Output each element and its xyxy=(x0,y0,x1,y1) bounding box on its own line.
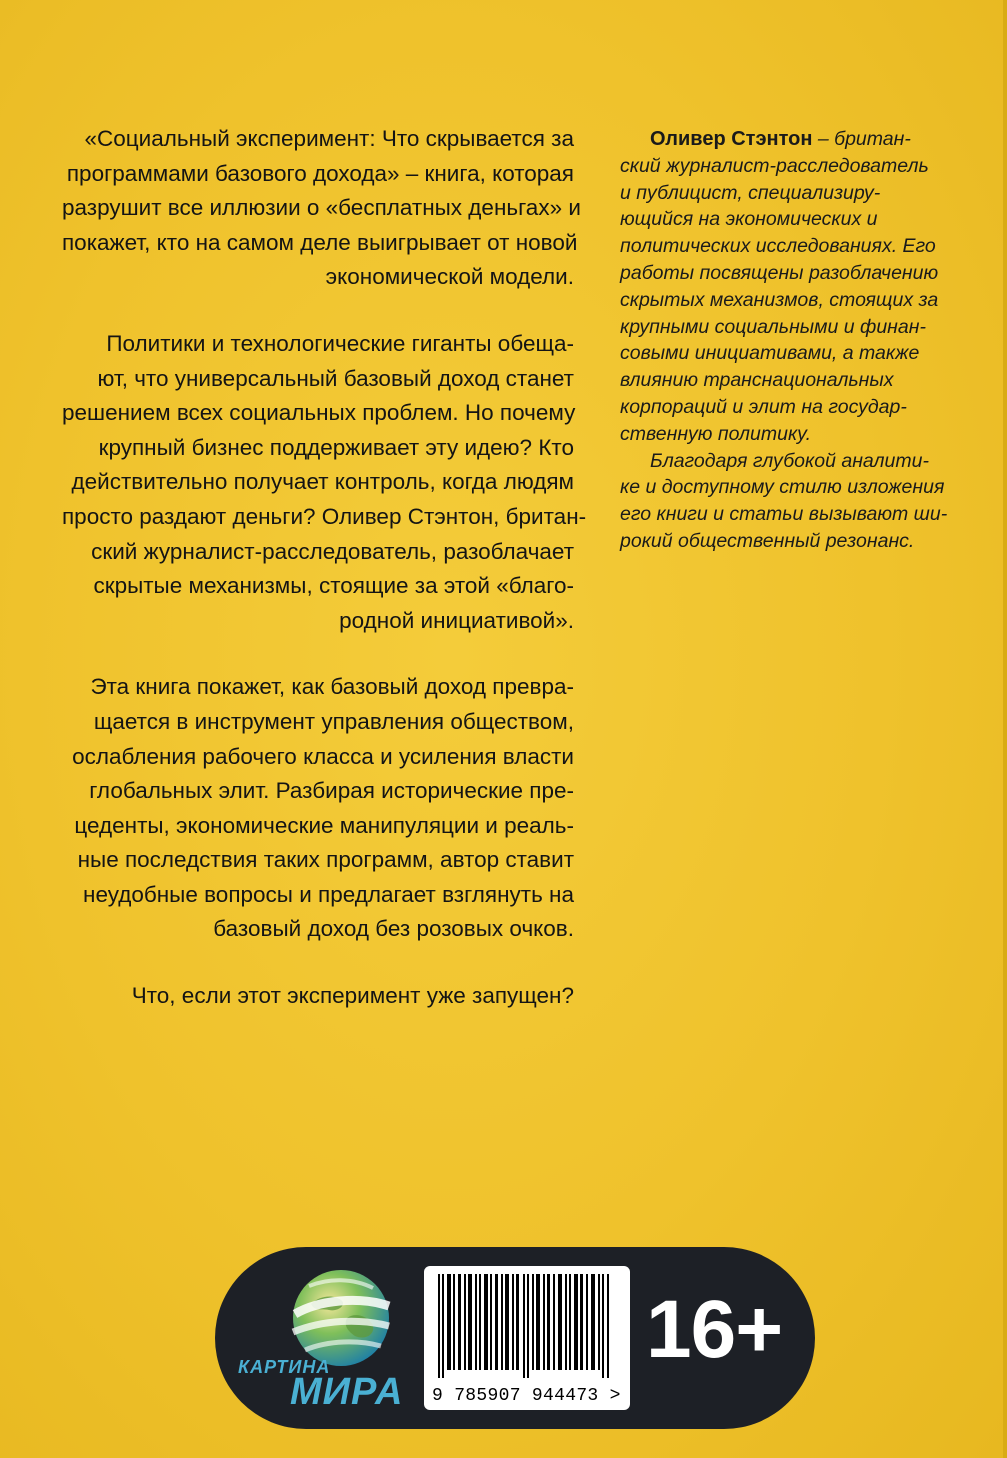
text-line: крупными социальными и финан- xyxy=(620,315,926,338)
text-line: ные последствия таких программ, автор ставит xyxy=(77,847,574,873)
text-line: Политики и технологические гиганты обеща- xyxy=(106,330,574,356)
text-line: скрытых механизмов, стоящих за xyxy=(620,288,939,311)
text-line: «Социальный эксперимент: Что скрывается за xyxy=(84,126,574,151)
book-description xyxy=(62,122,587,1046)
text-line: рокий общественный резонанс. xyxy=(620,529,915,552)
text-line: скрытые механизмы, стоящие за этой «благо- xyxy=(93,573,574,599)
text-line: Благодаря глубокой аналити- xyxy=(650,449,929,472)
text-line: крупный бизнес поддерживает эту идею? Кто xyxy=(98,434,574,460)
author-bio-dash: – британ- xyxy=(812,128,911,150)
text-line: ют, что универсальный базовый доход станет xyxy=(97,365,574,391)
text-line: совыми инициативами, а также xyxy=(620,342,920,365)
text-line: ский журналист-расследователь, разоблачает xyxy=(91,538,574,564)
text-line: щается в инструмент управления обществом, xyxy=(93,708,574,734)
text-line: Что, если этот эксперимент уже запущен? xyxy=(131,983,574,1009)
text-line: корпораций и элит на государ- xyxy=(620,395,907,418)
text-line: решением всех социальных проблем. Но почему xyxy=(62,400,576,426)
text-line: просто раздают деньги? Оливер Стэнтон, британ- xyxy=(62,503,587,529)
text-line: цеденты, экономические манипуляции и реаль- xyxy=(74,812,574,838)
text-line: глобальных элит. Разбирая исторические пре- xyxy=(89,778,574,804)
description-paragraph-1 xyxy=(62,122,581,295)
text-line: программами базового дохода» – книга, которая xyxy=(66,160,574,186)
globe-icon xyxy=(289,1266,393,1370)
text-line: экономической модели. xyxy=(325,264,574,290)
description-paragraph-3 xyxy=(62,670,574,947)
text-line: ский журналист-расследователь xyxy=(620,154,929,177)
text-line: ке и доступному стилю изложения xyxy=(620,476,945,499)
text-line: базовый доход без розовых очков. xyxy=(213,916,574,942)
text-line: работы посвящены разоблачению xyxy=(620,261,939,284)
text-line: Эта книга покажет, как базовый доход превра- xyxy=(90,674,574,700)
age-rating: 16+ xyxy=(646,1284,783,1375)
author-bio xyxy=(620,126,950,555)
author-bio-first-line xyxy=(620,126,950,153)
text-line: покажет, кто на самом деле выигрывает от новой xyxy=(62,229,578,255)
text-line: ослабления рабочего класса и усиления власти xyxy=(72,743,574,769)
text-line: ющийся на экономических и xyxy=(620,208,878,231)
author-name: Оливер Стэнтон xyxy=(650,128,813,150)
description-paragraph-2 xyxy=(62,327,587,638)
barcode-bars xyxy=(438,1274,616,1378)
text-line: политических исследованиях. Его xyxy=(620,235,936,258)
text-line: действительно получает контроль, когда людям xyxy=(71,469,574,495)
text-line: родной инициативой». xyxy=(339,607,574,633)
text-line: неудобные вопросы и предлагает взглянуть на xyxy=(83,881,574,907)
description-paragraph-4 xyxy=(62,979,574,1014)
text-line: разрушит все иллюзии о «бесплатных деньгах» и xyxy=(62,195,581,221)
text-line: ственную политику. xyxy=(620,422,812,445)
text-line: и публицист, специализиру- xyxy=(620,181,881,204)
barcode-digits: 9 785907 944473 > xyxy=(432,1386,621,1406)
text-line: его книги и статьи вызывают ши- xyxy=(620,503,948,526)
text-line: влиянию транснациональных xyxy=(620,369,894,392)
barcode xyxy=(424,1266,630,1410)
publisher-logo-line1: КАРТИНА xyxy=(238,1357,331,1377)
publisher-logo-line2: МИРА xyxy=(290,1371,404,1413)
